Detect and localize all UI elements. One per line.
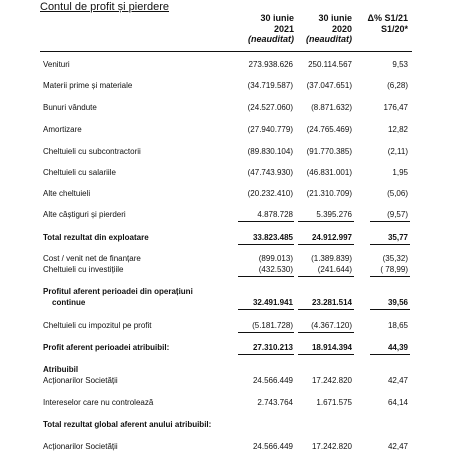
- row-label: Intereselor care nu controlează: [43, 398, 154, 407]
- value-2020: 1.671.575: [316, 398, 352, 407]
- value-2021: 4.878.728: [257, 210, 293, 219]
- total-underline: [298, 354, 354, 355]
- value-2020: 17.242.820: [311, 442, 352, 451]
- total-underline: [370, 309, 410, 310]
- total-underline: [238, 244, 294, 245]
- value-2020: (4.367.120): [311, 321, 352, 330]
- value-delta: (2,11): [387, 147, 408, 156]
- value-delta: 1,95: [392, 168, 408, 177]
- value-delta: 44,39: [387, 343, 408, 352]
- value-2021: (432.530): [258, 265, 293, 274]
- value-2020: 23.281.514: [311, 298, 352, 307]
- row-label: Profitul aferent perioadei din operațiuni: [43, 287, 193, 296]
- value-2020: (46.831.001): [306, 168, 352, 177]
- table-row: [0, 59, 450, 71]
- row-label: Materii prime și materiale: [43, 81, 133, 90]
- total-underline: [370, 244, 410, 245]
- value-2021: 273.938.626: [248, 60, 293, 69]
- table-row: [0, 80, 450, 92]
- value-2020: 5.395.276: [316, 210, 352, 219]
- value-2021: 32.491.941: [252, 298, 293, 307]
- subtotal-underline: [238, 332, 294, 333]
- value-delta: ( 78,99): [380, 265, 408, 274]
- table-row: [0, 375, 450, 387]
- subtotal-underline: [370, 276, 410, 277]
- value-2021: (27.940.779): [247, 125, 293, 134]
- table-row: [0, 124, 450, 136]
- subtotal-underline: [238, 276, 294, 277]
- table-row-total: [0, 297, 450, 309]
- value-2021: 2.743.764: [257, 398, 293, 407]
- row-label: Alte cheltuieli: [43, 189, 91, 198]
- value-delta: (5,06): [387, 189, 408, 198]
- value-2020: (8.871.632): [311, 103, 352, 112]
- value-2021: 24.566.449: [252, 376, 293, 385]
- column-header-delta: Δ% S1/21 S1/20*: [367, 13, 408, 34]
- value-2020: (241.644): [317, 265, 352, 274]
- value-2021: (5.181.728): [252, 321, 293, 330]
- table-row: [0, 320, 450, 332]
- row-label: Bunuri vândute: [43, 103, 97, 112]
- value-2021: (34.719.587): [247, 81, 293, 90]
- table-row-total: [0, 232, 450, 244]
- value-2020: (1.389.839): [311, 254, 352, 263]
- value-delta: (9,57): [387, 210, 408, 219]
- table-row: [0, 167, 450, 179]
- subtotal-underline: [298, 276, 354, 277]
- value-2020: (37.047.651): [306, 81, 352, 90]
- row-label: Cheltuieli cu impozitul pe profit: [43, 321, 152, 330]
- section-heading: [0, 419, 450, 431]
- value-2020: (24.765.469): [306, 125, 352, 134]
- value-delta: 176,47: [383, 103, 408, 112]
- value-2020: 18.914.394: [311, 343, 352, 352]
- total-underline: [298, 244, 354, 245]
- value-delta: 39,56: [387, 298, 408, 307]
- table-row: [0, 146, 450, 158]
- row-label: Acționarilor Societății: [43, 376, 118, 385]
- subtotal-underline: [238, 221, 294, 222]
- value-2020: (91.770.385): [306, 147, 352, 156]
- table-row: [0, 102, 450, 114]
- row-label: Cost / venit net de finanțare: [43, 254, 141, 263]
- value-2020: (21.310.709): [306, 189, 352, 198]
- table-row: [0, 441, 450, 453]
- value-delta: (35,32): [382, 254, 408, 263]
- page-title: Contul de profit și pierdere: [40, 1, 170, 13]
- row-label: Atribuibil: [43, 365, 79, 374]
- row-label-continued: continue: [52, 298, 86, 307]
- value-2021: (24.527.060): [247, 103, 293, 112]
- table-row: [0, 264, 450, 276]
- row-label: Total rezultat din exploatare: [43, 233, 149, 242]
- column-header-2020: 30 iunie 2020 (neauditat): [306, 13, 352, 44]
- row-label: Acționarilor Societății: [43, 442, 118, 451]
- value-delta: 12,82: [387, 125, 408, 134]
- value-delta: 35,77: [387, 233, 408, 242]
- value-delta: 18,65: [387, 321, 408, 330]
- value-delta: 9,53: [392, 60, 408, 69]
- value-2021: (899.013): [258, 254, 293, 263]
- table-row: [0, 188, 450, 200]
- row-label: Cheltuieli cu investițiile: [43, 265, 124, 274]
- row-label: Cheltuieli cu salariile: [43, 168, 116, 177]
- value-2021: 27.310.213: [252, 343, 293, 352]
- value-delta: 42,47: [387, 376, 408, 385]
- row-label: Amortizare: [43, 125, 82, 134]
- column-header-2021: 30 iunie 2021 (neauditat): [248, 13, 294, 44]
- table-row: [0, 397, 450, 409]
- value-2021: 24.566.449: [252, 442, 293, 451]
- total-underline: [298, 309, 354, 310]
- table-row-total: [0, 342, 450, 354]
- subtotal-underline: [298, 332, 354, 333]
- row-label: Total rezultat global aferent anului atribuibil:: [43, 420, 212, 429]
- total-underline: [370, 354, 410, 355]
- subtotal-underline: [298, 221, 354, 222]
- row-label: Venituri: [43, 60, 70, 69]
- value-2021: 33.823.485: [252, 233, 293, 242]
- row-label: Alte câștiguri și pierderi: [43, 210, 126, 219]
- total-underline: [238, 309, 294, 310]
- value-2021: (47.743.930): [247, 168, 293, 177]
- header-divider: [40, 51, 412, 52]
- value-2020: 24.912.997: [311, 233, 352, 242]
- value-2021: (89.830.104): [247, 147, 293, 156]
- table-row: [0, 209, 450, 221]
- value-delta: 42,47: [387, 442, 408, 451]
- subtotal-underline: [370, 221, 410, 222]
- value-delta: 64,14: [387, 398, 408, 407]
- value-delta: (6,28): [387, 81, 408, 90]
- value-2020: 250.114.567: [308, 60, 352, 69]
- row-label: Profit aferent perioadei atribuibil:: [43, 343, 170, 352]
- row-label: Cheltuieli cu subcontractorii: [43, 147, 141, 156]
- total-underline: [238, 354, 294, 355]
- value-2021: (20.232.410): [247, 189, 293, 198]
- value-2020: 17.242.820: [311, 376, 352, 385]
